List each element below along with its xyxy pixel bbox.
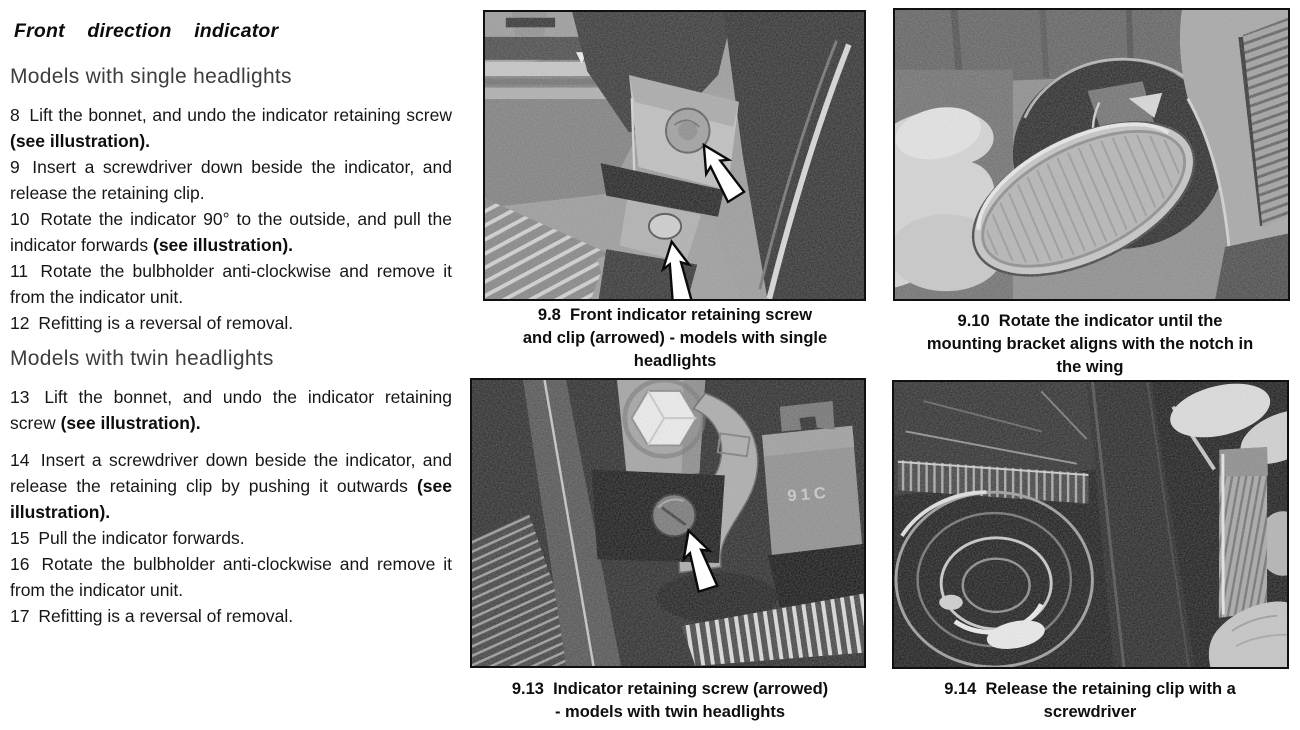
step-number: 8 (10, 105, 20, 125)
step-15 (10, 525, 452, 551)
step-9 (10, 154, 452, 206)
instruction-column (10, 12, 452, 629)
figure-9-10-caption (880, 310, 1300, 379)
step-text: Refitting is a reversal of removal. (38, 313, 294, 333)
caption-line: mounting bracket aligns with the notch in (926, 335, 1254, 353)
subheading-twin-headlights: Models with twin headlights (10, 347, 274, 370)
step-number: 13 (10, 387, 30, 407)
figure-9-10-photo (893, 8, 1290, 301)
step-16 (10, 551, 452, 603)
step-text: Pull the indicator forwards. (38, 528, 245, 548)
see-illustration-ref: (see illustration). (153, 235, 294, 255)
step-text: Lift the bonnet, and undo the indicator retaining screw (10, 387, 452, 433)
step-text: Rotate the bulbholder anti-clockwise and remove it from the indicator unit. (10, 554, 453, 600)
step-text: Insert a screwdriver down beside the indicator, and release the retaining clip by pushing it outwards (10, 450, 452, 496)
caption-line: 9.13 Indicator retaining screw (arrowed) (511, 680, 829, 698)
step-number: 10 (10, 209, 30, 229)
figure-9-13-illustration (472, 380, 864, 666)
caption-line: 9.14 Release the retaining clip with a (944, 680, 1236, 698)
step-number: 12 (10, 313, 30, 333)
see-illustration-ref: (see illustration). (10, 476, 452, 522)
step-11 (10, 258, 452, 310)
caption-line: and clip (arrowed) - models with single (522, 329, 828, 347)
caption-line: 9.8 Front indicator retaining screw (537, 306, 813, 324)
step-text: Insert a screwdriver down beside the indicator, and release the retaining clip. (10, 157, 452, 203)
step-number: 14 (10, 450, 30, 470)
figure-9-13-photo (470, 378, 866, 668)
figure-9-8-illustration (485, 12, 864, 299)
step-text: Lift the bonnet, and undo the indicator retaining screw (29, 105, 452, 125)
see-illustration-ref: (see illustration). (10, 131, 151, 151)
subheading-single-headlights: Models with single headlights (10, 65, 292, 88)
caption-line: screwdriver (1043, 703, 1137, 721)
connector-embossed-text: 91C (786, 483, 831, 506)
step-text: Refitting is a reversal of removal. (38, 606, 294, 626)
caption-line: 9.10 Rotate the indicator until the (957, 312, 1223, 330)
figure-9-13-caption (460, 678, 880, 724)
step-number: 15 (10, 528, 30, 548)
see-illustration-ref: (see illustration). (60, 413, 201, 433)
caption-line: the wing (1056, 358, 1124, 376)
step-number: 9 (10, 157, 20, 177)
caption-line: headlights (633, 352, 717, 370)
step-12 (10, 310, 452, 336)
step-14 (10, 447, 452, 525)
step-17 (10, 603, 452, 629)
step-10 (10, 206, 452, 258)
step-13 (10, 384, 452, 436)
figure-9-14-illustration (894, 382, 1287, 667)
figure-9-8-photo (483, 10, 866, 301)
step-number: 16 (10, 554, 30, 574)
figure-9-14-caption (880, 678, 1300, 724)
figure-9-14-photo (892, 380, 1289, 669)
step-number: 17 (10, 606, 30, 626)
step-text: Rotate the bulbholder anti-clockwise and remove it from the indicator unit. (10, 261, 452, 307)
section-heading: Front direction indicator (14, 20, 279, 42)
figure-9-10-illustration (895, 10, 1288, 299)
step-number: 11 (10, 261, 29, 281)
caption-line: - models with twin headlights (554, 703, 786, 721)
step-text: Rotate the indicator 90° to the outside, and pull the indicator forwards (10, 209, 452, 255)
step-8 (10, 102, 452, 154)
figure-9-8-caption (470, 304, 880, 373)
